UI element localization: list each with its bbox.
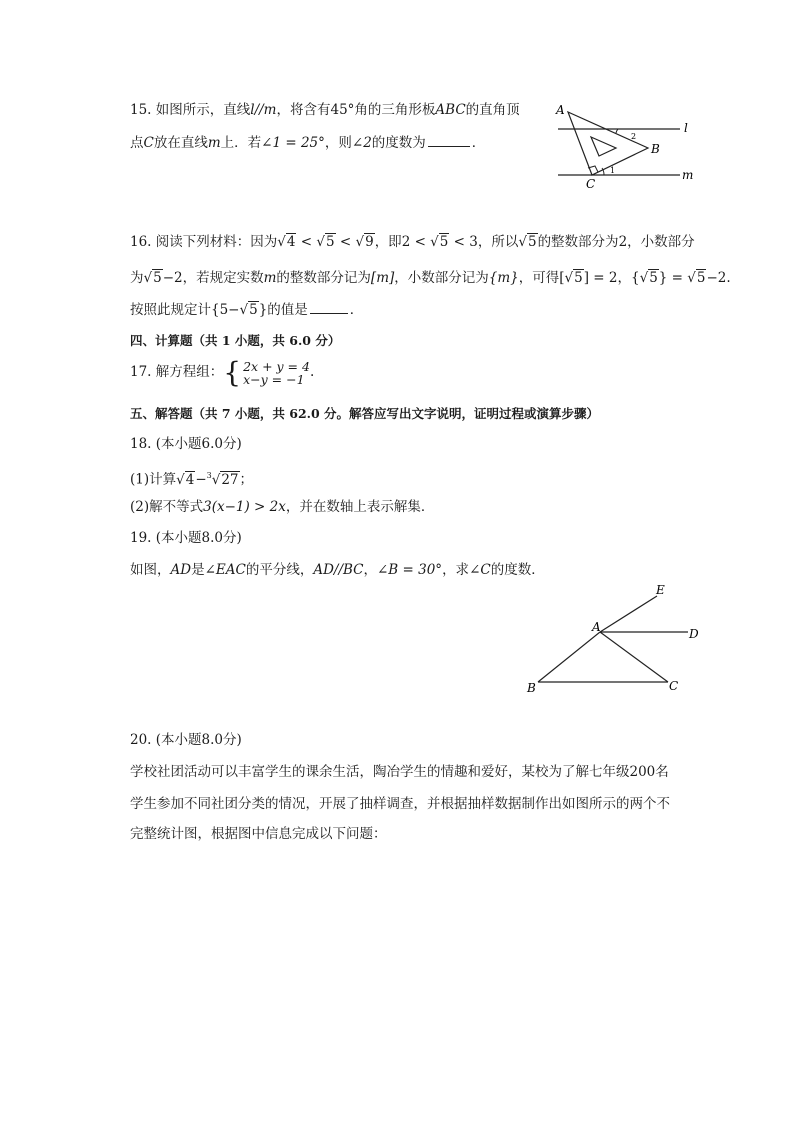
q16-line3: 按照此规定计{5−√5}的值是 ． bbox=[130, 302, 364, 318]
q18-heading: 18. (本小题6.0分) bbox=[130, 436, 242, 452]
q15-line1: 15. 如图所示，直线l//m，将含有45°角的三角形板ABC的直角顶 bbox=[130, 102, 520, 118]
label-c: C bbox=[669, 679, 679, 693]
label-angle2: 2 bbox=[631, 132, 637, 141]
q16-line2: 为√5−2，若规定实数m的整数部分记为[m]，小数部分记为{m}，可得[√5] = 2，{√5} = √5−2. bbox=[130, 270, 731, 286]
label-l: l bbox=[684, 121, 688, 135]
q20-line1: 学校社团活动可以丰富学生的课余生活，陶冶学生的情趣和爱好，某校为了解七年级200名 bbox=[130, 764, 669, 780]
answer-blank bbox=[428, 134, 470, 147]
q15-figure bbox=[550, 100, 710, 195]
label-angle1: 1 bbox=[610, 166, 616, 175]
label-m: m bbox=[682, 168, 694, 182]
label-c: C bbox=[586, 177, 596, 191]
q17-line: 17. 解方程组： { 2x + y = 4 x−y = −1 . bbox=[130, 355, 315, 389]
q19-heading: 19. (本小题8.0分) bbox=[130, 530, 242, 546]
section-4-heading: 四、计算题（共 1 小题，共 6.0 分） bbox=[130, 333, 341, 348]
q15-line2: 点C放在直线m上．若∠1 = 25°，则∠2的度数为 ． bbox=[130, 135, 486, 151]
inner-triangle bbox=[591, 137, 616, 156]
q18-part1: (1)计算√4−$^3$√27； bbox=[130, 471, 254, 488]
q20-line2: 学生参加不同社团分类的情况，开展了抽样调查，并根据抽样数据制作出如图所示的两个不 bbox=[130, 796, 670, 812]
angle-2-arc bbox=[616, 129, 618, 133]
answer-blank bbox=[310, 301, 348, 314]
section-5-heading: 五、解答题（共 7 小题，共 62.0 分。解答应写出文字说明，证明过程或演算步骤） bbox=[130, 406, 600, 421]
q20-line3: 完整统计图，根据图中信息完成以下问题： bbox=[130, 826, 387, 842]
label-b: B bbox=[527, 681, 536, 695]
q16-line1: 16. 阅读下列材料：因为√4 < √5 < √9，即2 < √5 < 3，所以√5的整数部分为2，小数部分 bbox=[130, 234, 695, 250]
q19-text: 如图，AD是∠EAC的平分线，AD//BC，∠B = 30°，求∠C的度数． bbox=[130, 562, 545, 578]
segment-ac bbox=[600, 632, 668, 682]
q20-heading: 20. (本小题8.0分) bbox=[130, 732, 242, 748]
q19-figure bbox=[520, 580, 710, 695]
label-a: A bbox=[592, 620, 601, 634]
label-b: B bbox=[651, 142, 660, 156]
equation-system: { 2x + y = 4 x−y = −1 bbox=[223, 355, 310, 389]
label-d: D bbox=[689, 627, 699, 641]
label-e: E bbox=[656, 583, 665, 597]
segment-ae bbox=[600, 596, 657, 632]
label-a: A bbox=[556, 103, 565, 117]
segment-ba bbox=[538, 632, 600, 682]
triangle-abc bbox=[568, 112, 648, 175]
q18-part2: (2)解不等式3(x−1) > 2x，并在数轴上表示解集． bbox=[130, 499, 435, 515]
